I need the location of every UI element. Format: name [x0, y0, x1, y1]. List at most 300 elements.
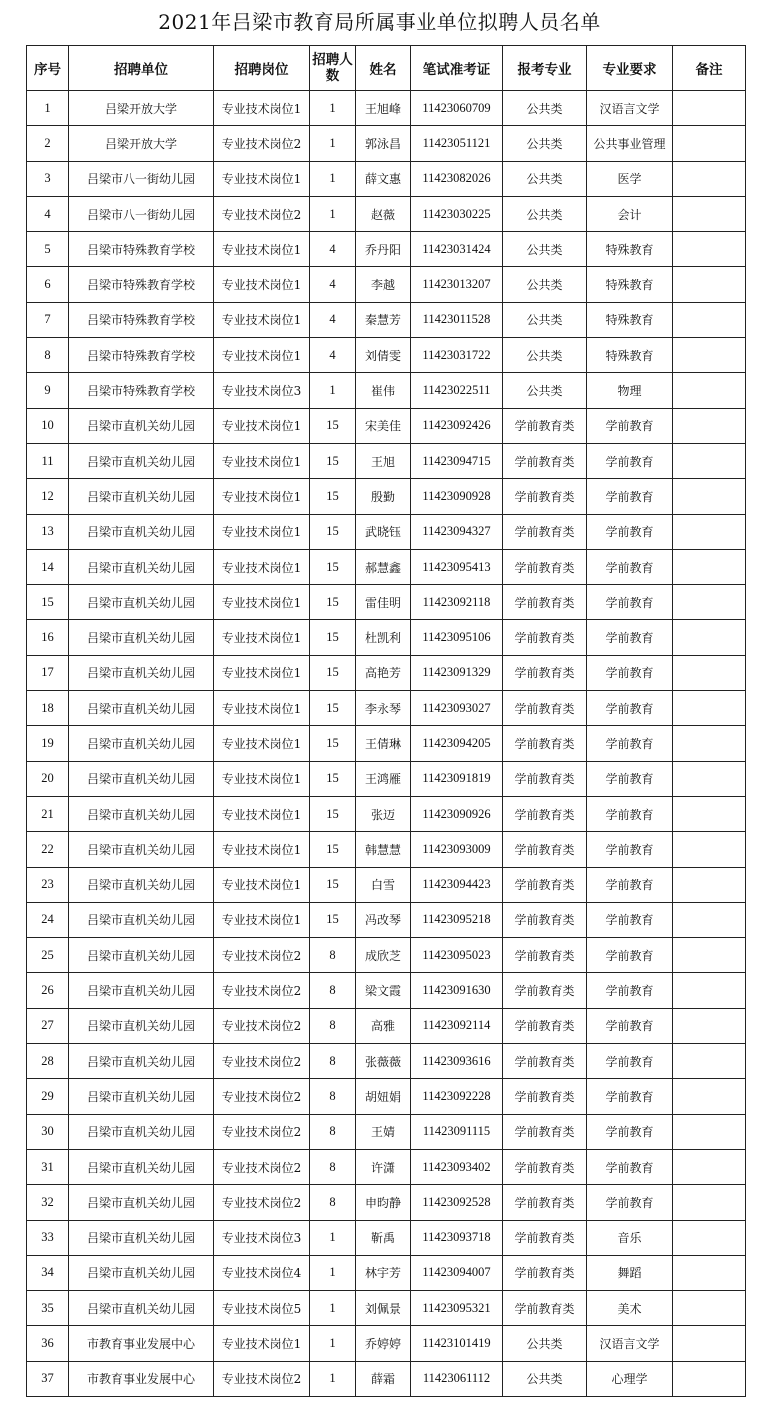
- table-row: [27, 549, 746, 584]
- cell-exam-id: 11423031424: [411, 232, 503, 267]
- cell-remark: [673, 338, 746, 373]
- document-title: 2021年吕梁市教育局所属事业单位拟聘人员名单: [158, 10, 601, 34]
- cell-position: 专业技术岗位1: [214, 479, 310, 514]
- cell-requirement: 公共事业管理: [587, 126, 673, 161]
- cell-count: 4: [310, 338, 356, 373]
- cell-position: 专业技术岗位2: [214, 1044, 310, 1079]
- cell-position: 专业技术岗位1: [214, 867, 310, 902]
- cell-remark: [673, 267, 746, 302]
- cell-count: 1: [310, 1220, 356, 1255]
- cell-index: 17: [27, 655, 69, 690]
- cell-position: 专业技术岗位2: [214, 196, 310, 231]
- cell-count: 1: [310, 126, 356, 161]
- cell-major: 学前教育类: [503, 1114, 587, 1149]
- cell-remark: [673, 620, 746, 655]
- cell-count: 8: [310, 1044, 356, 1079]
- header-position: 招聘岗位: [214, 46, 310, 91]
- cell-index: 29: [27, 1079, 69, 1114]
- cell-exam-id: 11423094423: [411, 867, 503, 902]
- cell-name: 乔丹阳: [356, 232, 411, 267]
- table-row: [27, 161, 746, 196]
- cell-position: 专业技术岗位1: [214, 620, 310, 655]
- table-row: [27, 1079, 746, 1114]
- cell-major: 学前教育类: [503, 1079, 587, 1114]
- cell-remark: [673, 232, 746, 267]
- cell-exam-id: 11423093718: [411, 1220, 503, 1255]
- cell-requirement: 医学: [587, 161, 673, 196]
- cell-position: 专业技术岗位1: [214, 585, 310, 620]
- table-header: [27, 46, 746, 91]
- cell-position: 专业技术岗位2: [214, 1114, 310, 1149]
- cell-index: 33: [27, 1220, 69, 1255]
- cell-remark: [673, 796, 746, 831]
- cell-count: 15: [310, 479, 356, 514]
- table-row: [27, 1044, 746, 1079]
- cell-unit: 吕梁市直机关幼儿园: [69, 867, 214, 902]
- cell-unit: 吕梁开放大学: [69, 91, 214, 126]
- cell-name: 冯改琴: [356, 902, 411, 937]
- cell-requirement: 学前教育: [587, 1185, 673, 1220]
- cell-requirement: 学前教育: [587, 620, 673, 655]
- cell-name: 郭泳昌: [356, 126, 411, 161]
- cell-remark: [673, 761, 746, 796]
- table-row: [27, 1255, 746, 1290]
- cell-exam-id: 11423094205: [411, 726, 503, 761]
- cell-count: 8: [310, 938, 356, 973]
- cell-requirement: 学前教育: [587, 1079, 673, 1114]
- cell-major: 公共类: [503, 196, 587, 231]
- cell-major: 学前教育类: [503, 973, 587, 1008]
- cell-index: 24: [27, 902, 69, 937]
- table-row: [27, 761, 746, 796]
- cell-count: 8: [310, 973, 356, 1008]
- cell-count: 15: [310, 832, 356, 867]
- cell-unit: 吕梁市直机关幼儿园: [69, 408, 214, 443]
- cell-exam-id: 11423095106: [411, 620, 503, 655]
- cell-position: 专业技术岗位2: [214, 973, 310, 1008]
- cell-unit: 吕梁市八一街幼儿园: [69, 196, 214, 231]
- cell-unit: 吕梁市直机关幼儿园: [69, 796, 214, 831]
- cell-exam-id: 11423093009: [411, 832, 503, 867]
- cell-count: 1: [310, 1291, 356, 1326]
- cell-name: 张迈: [356, 796, 411, 831]
- cell-major: 学前教育类: [503, 867, 587, 902]
- cell-requirement: 学前教育: [587, 691, 673, 726]
- cell-name: 成欣芝: [356, 938, 411, 973]
- cell-name: 许潇: [356, 1149, 411, 1184]
- cell-unit: 吕梁市直机关幼儿园: [69, 1255, 214, 1290]
- cell-count: 1: [310, 1255, 356, 1290]
- cell-name: 高艳芳: [356, 655, 411, 690]
- cell-count: 1: [310, 373, 356, 408]
- cell-name: 殷勤: [356, 479, 411, 514]
- cell-major: 公共类: [503, 161, 587, 196]
- cell-requirement: 特殊教育: [587, 232, 673, 267]
- cell-index: 18: [27, 691, 69, 726]
- header-requirement: 专业要求: [587, 46, 673, 91]
- cell-requirement: 汉语言文学: [587, 91, 673, 126]
- cell-unit: 吕梁市直机关幼儿园: [69, 1220, 214, 1255]
- cell-index: 26: [27, 973, 69, 1008]
- cell-count: 15: [310, 585, 356, 620]
- cell-position: 专业技术岗位1: [214, 902, 310, 937]
- cell-count: 15: [310, 408, 356, 443]
- cell-requirement: 学前教育: [587, 726, 673, 761]
- cell-unit: 吕梁市特殊教育学校: [69, 267, 214, 302]
- table-row: [27, 443, 746, 478]
- cell-exam-id: 11423091329: [411, 655, 503, 690]
- cell-remark: [673, 1255, 746, 1290]
- cell-major: 学前教育类: [503, 1291, 587, 1326]
- cell-position: 专业技术岗位1: [214, 796, 310, 831]
- cell-position: 专业技术岗位1: [214, 655, 310, 690]
- personnel-table: [26, 45, 746, 1397]
- cell-major: 学前教育类: [503, 514, 587, 549]
- cell-name: 薛文惠: [356, 161, 411, 196]
- cell-remark: [673, 408, 746, 443]
- cell-unit: 吕梁市直机关幼儿园: [69, 655, 214, 690]
- table-row: [27, 1149, 746, 1184]
- table-row: [27, 479, 746, 514]
- table-row: [27, 302, 746, 337]
- cell-index: 12: [27, 479, 69, 514]
- cell-count: 15: [310, 867, 356, 902]
- cell-requirement: 学前教育: [587, 443, 673, 478]
- cell-major: 学前教育类: [503, 832, 587, 867]
- cell-remark: [673, 973, 746, 1008]
- cell-remark: [673, 655, 746, 690]
- cell-count: 8: [310, 1008, 356, 1043]
- cell-unit: 吕梁市直机关幼儿园: [69, 902, 214, 937]
- cell-remark: [673, 1008, 746, 1043]
- table-row: [27, 620, 746, 655]
- cell-unit: 吕梁市直机关幼儿园: [69, 832, 214, 867]
- cell-name: 郝慧鑫: [356, 549, 411, 584]
- cell-exam-id: 11423093027: [411, 691, 503, 726]
- cell-position: 专业技术岗位5: [214, 1291, 310, 1326]
- cell-unit: 吕梁市特殊教育学校: [69, 232, 214, 267]
- cell-exam-id: 11423092426: [411, 408, 503, 443]
- cell-remark: [673, 938, 746, 973]
- cell-index: 34: [27, 1255, 69, 1290]
- cell-index: 28: [27, 1044, 69, 1079]
- cell-count: 15: [310, 443, 356, 478]
- cell-count: 1: [310, 196, 356, 231]
- cell-index: 7: [27, 302, 69, 337]
- cell-requirement: 学前教育: [587, 655, 673, 690]
- cell-index: 21: [27, 796, 69, 831]
- cell-major: 公共类: [503, 338, 587, 373]
- cell-index: 6: [27, 267, 69, 302]
- cell-major: 学前教育类: [503, 1255, 587, 1290]
- cell-position: 专业技术岗位4: [214, 1255, 310, 1290]
- cell-name: 靳禹: [356, 1220, 411, 1255]
- cell-count: 1: [310, 91, 356, 126]
- cell-name: 白雪: [356, 867, 411, 902]
- cell-unit: 吕梁市直机关幼儿园: [69, 1291, 214, 1326]
- table-row: [27, 1114, 746, 1149]
- cell-requirement: 学前教育: [587, 938, 673, 973]
- table-row: [27, 1185, 746, 1220]
- cell-requirement: 学前教育: [587, 832, 673, 867]
- cell-name: 梁文霞: [356, 973, 411, 1008]
- cell-name: 张薇薇: [356, 1044, 411, 1079]
- cell-requirement: 学前教育: [587, 479, 673, 514]
- cell-remark: [673, 1220, 746, 1255]
- cell-position: 专业技术岗位1: [214, 1326, 310, 1361]
- header-row: [27, 46, 746, 91]
- table-row: [27, 1291, 746, 1326]
- cell-count: 15: [310, 902, 356, 937]
- cell-major: 学前教育类: [503, 938, 587, 973]
- cell-name: 申昀静: [356, 1185, 411, 1220]
- cell-index: 36: [27, 1326, 69, 1361]
- table-row: [27, 267, 746, 302]
- cell-major: 学前教育类: [503, 1008, 587, 1043]
- cell-position: 专业技术岗位1: [214, 549, 310, 584]
- cell-position: 专业技术岗位1: [214, 232, 310, 267]
- cell-index: 15: [27, 585, 69, 620]
- cell-name: 刘佩景: [356, 1291, 411, 1326]
- cell-unit: 市教育事业发展中心: [69, 1361, 214, 1396]
- cell-major: 学前教育类: [503, 1149, 587, 1184]
- cell-index: 37: [27, 1361, 69, 1396]
- cell-exam-id: 11423091115: [411, 1114, 503, 1149]
- cell-position: 专业技术岗位2: [214, 1008, 310, 1043]
- cell-major: 学前教育类: [503, 479, 587, 514]
- cell-index: 32: [27, 1185, 69, 1220]
- cell-exam-id: 11423093616: [411, 1044, 503, 1079]
- cell-remark: [673, 373, 746, 408]
- cell-position: 专业技术岗位2: [214, 1185, 310, 1220]
- cell-position: 专业技术岗位3: [214, 1220, 310, 1255]
- cell-unit: 吕梁市直机关幼儿园: [69, 1185, 214, 1220]
- cell-exam-id: 11423013207: [411, 267, 503, 302]
- cell-index: 11: [27, 443, 69, 478]
- cell-name: 赵薇: [356, 196, 411, 231]
- cell-unit: 吕梁市直机关幼儿园: [69, 549, 214, 584]
- cell-name: 崔伟: [356, 373, 411, 408]
- cell-requirement: 学前教育: [587, 408, 673, 443]
- cell-major: 学前教育类: [503, 1220, 587, 1255]
- cell-unit: 吕梁市特殊教育学校: [69, 302, 214, 337]
- cell-remark: [673, 1044, 746, 1079]
- cell-name: 乔婷婷: [356, 1326, 411, 1361]
- cell-requirement: 音乐: [587, 1220, 673, 1255]
- cell-unit: 吕梁市直机关幼儿园: [69, 1149, 214, 1184]
- cell-index: 14: [27, 549, 69, 584]
- cell-remark: [673, 1291, 746, 1326]
- cell-exam-id: 11423061112: [411, 1361, 503, 1396]
- cell-exam-id: 11423092528: [411, 1185, 503, 1220]
- cell-unit: 市教育事业发展中心: [69, 1326, 214, 1361]
- cell-count: 15: [310, 726, 356, 761]
- table-row: [27, 196, 746, 231]
- cell-exam-id: 11423101419: [411, 1326, 503, 1361]
- cell-position: 专业技术岗位1: [214, 161, 310, 196]
- cell-major: 学前教育类: [503, 620, 587, 655]
- cell-unit: 吕梁市直机关幼儿园: [69, 973, 214, 1008]
- cell-remark: [673, 832, 746, 867]
- cell-position: 专业技术岗位2: [214, 1149, 310, 1184]
- cell-name: 高雅: [356, 1008, 411, 1043]
- cell-remark: [673, 514, 746, 549]
- cell-requirement: 学前教育: [587, 1114, 673, 1149]
- cell-position: 专业技术岗位3: [214, 373, 310, 408]
- cell-position: 专业技术岗位1: [214, 302, 310, 337]
- header-count: 招聘人数: [310, 46, 356, 91]
- cell-position: 专业技术岗位1: [214, 691, 310, 726]
- cell-count: 15: [310, 514, 356, 549]
- cell-name: 李越: [356, 267, 411, 302]
- cell-major: 学前教育类: [503, 761, 587, 796]
- cell-position: 专业技术岗位1: [214, 443, 310, 478]
- cell-position: 专业技术岗位2: [214, 126, 310, 161]
- cell-exam-id: 11423092114: [411, 1008, 503, 1043]
- table-row: [27, 726, 746, 761]
- cell-remark: [673, 479, 746, 514]
- cell-index: 10: [27, 408, 69, 443]
- cell-requirement: 汉语言文学: [587, 1326, 673, 1361]
- cell-remark: [673, 902, 746, 937]
- cell-count: 4: [310, 232, 356, 267]
- table-row: [27, 126, 746, 161]
- cell-position: 专业技术岗位1: [214, 408, 310, 443]
- cell-unit: 吕梁市特殊教育学校: [69, 373, 214, 408]
- cell-name: 秦慧芳: [356, 302, 411, 337]
- cell-unit: 吕梁市直机关幼儿园: [69, 726, 214, 761]
- cell-position: 专业技术岗位1: [214, 832, 310, 867]
- cell-requirement: 特殊教育: [587, 267, 673, 302]
- cell-remark: [673, 585, 746, 620]
- cell-major: 公共类: [503, 1326, 587, 1361]
- cell-position: 专业技术岗位1: [214, 267, 310, 302]
- cell-remark: [673, 161, 746, 196]
- table-row: [27, 91, 746, 126]
- cell-count: 15: [310, 620, 356, 655]
- cell-index: 4: [27, 196, 69, 231]
- cell-requirement: 学前教育: [587, 514, 673, 549]
- cell-count: 8: [310, 1185, 356, 1220]
- cell-major: 公共类: [503, 91, 587, 126]
- cell-name: 武晓钰: [356, 514, 411, 549]
- cell-unit: 吕梁市特殊教育学校: [69, 338, 214, 373]
- cell-count: 8: [310, 1149, 356, 1184]
- cell-exam-id: 11423094007: [411, 1255, 503, 1290]
- cell-requirement: 学前教育: [587, 761, 673, 796]
- table-row: [27, 1361, 746, 1396]
- cell-name: 李永琴: [356, 691, 411, 726]
- cell-count: 4: [310, 302, 356, 337]
- cell-remark: [673, 443, 746, 478]
- header-major: 报考专业: [503, 46, 587, 91]
- cell-index: 35: [27, 1291, 69, 1326]
- table-row: [27, 1220, 746, 1255]
- table-row: [27, 338, 746, 373]
- cell-major: 学前教育类: [503, 585, 587, 620]
- cell-name: 雷佳明: [356, 585, 411, 620]
- cell-remark: [673, 196, 746, 231]
- cell-exam-id: 11423060709: [411, 91, 503, 126]
- table-row: [27, 691, 746, 726]
- cell-unit: 吕梁市直机关幼儿园: [69, 691, 214, 726]
- table-row: [27, 232, 746, 267]
- cell-position: 专业技术岗位1: [214, 91, 310, 126]
- cell-count: 1: [310, 1361, 356, 1396]
- cell-unit: 吕梁市直机关幼儿园: [69, 1114, 214, 1149]
- cell-name: 胡妞娟: [356, 1079, 411, 1114]
- cell-unit: 吕梁市直机关幼儿园: [69, 479, 214, 514]
- cell-count: 1: [310, 1326, 356, 1361]
- cell-position: 专业技术岗位2: [214, 1079, 310, 1114]
- cell-requirement: 学前教育: [587, 796, 673, 831]
- cell-exam-id: 11423011528: [411, 302, 503, 337]
- table-row: [27, 796, 746, 831]
- cell-name: 王旭: [356, 443, 411, 478]
- cell-requirement: 物理: [587, 373, 673, 408]
- cell-requirement: 学前教育: [587, 973, 673, 1008]
- table-row: [27, 832, 746, 867]
- cell-major: 学前教育类: [503, 1185, 587, 1220]
- cell-major: 学前教育类: [503, 443, 587, 478]
- cell-exam-id: 11423090928: [411, 479, 503, 514]
- cell-major: 学前教育类: [503, 902, 587, 937]
- cell-major: 学前教育类: [503, 691, 587, 726]
- cell-count: 8: [310, 1079, 356, 1114]
- cell-count: 8: [310, 1114, 356, 1149]
- cell-exam-id: 11423094715: [411, 443, 503, 478]
- cell-index: 22: [27, 832, 69, 867]
- cell-major: 学前教育类: [503, 408, 587, 443]
- header-unit: 招聘单位: [69, 46, 214, 91]
- cell-position: 专业技术岗位1: [214, 761, 310, 796]
- cell-count: 15: [310, 655, 356, 690]
- cell-unit: 吕梁市直机关幼儿园: [69, 761, 214, 796]
- cell-count: 1: [310, 161, 356, 196]
- cell-requirement: 美术: [587, 1291, 673, 1326]
- cell-index: 2: [27, 126, 69, 161]
- cell-major: 学前教育类: [503, 549, 587, 584]
- cell-position: 专业技术岗位1: [214, 514, 310, 549]
- cell-exam-id: 11423022511: [411, 373, 503, 408]
- cell-requirement: 学前教育: [587, 902, 673, 937]
- cell-remark: [673, 1185, 746, 1220]
- cell-name: 宋美佳: [356, 408, 411, 443]
- cell-remark: [673, 726, 746, 761]
- table-row: [27, 902, 746, 937]
- cell-exam-id: 11423094327: [411, 514, 503, 549]
- cell-index: 30: [27, 1114, 69, 1149]
- table-row: [27, 655, 746, 690]
- cell-name: 王旭峰: [356, 91, 411, 126]
- cell-exam-id: 11423095413: [411, 549, 503, 584]
- cell-index: 20: [27, 761, 69, 796]
- cell-remark: [673, 126, 746, 161]
- cell-major: 公共类: [503, 1361, 587, 1396]
- cell-unit: 吕梁市直机关幼儿园: [69, 620, 214, 655]
- header-remark: 备注: [673, 46, 746, 91]
- cell-name: 王倩琳: [356, 726, 411, 761]
- cell-remark: [673, 1079, 746, 1114]
- cell-remark: [673, 1361, 746, 1396]
- table-row: [27, 973, 746, 1008]
- header-index: 序号: [27, 46, 69, 91]
- cell-remark: [673, 1326, 746, 1361]
- cell-index: 23: [27, 867, 69, 902]
- cell-unit: 吕梁市直机关幼儿园: [69, 1079, 214, 1114]
- cell-exam-id: 11423095321: [411, 1291, 503, 1326]
- cell-major: 公共类: [503, 232, 587, 267]
